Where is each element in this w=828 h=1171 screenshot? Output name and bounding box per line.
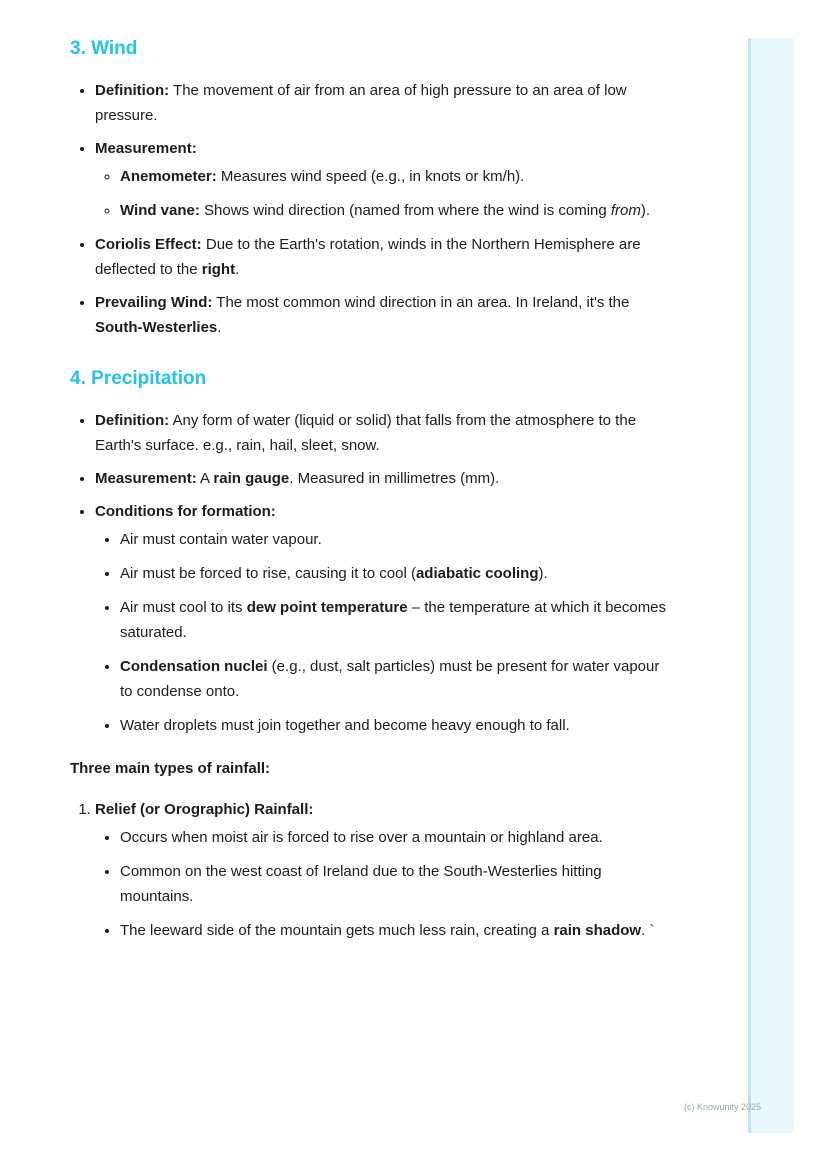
- prevailing-wind-item: • Prevailing Wind: The most common wind direction in an area. In Ireland, it's the South-Westerlies.: [95, 290, 670, 340]
- condition-2: • Air must be forced to rise, causing it to cool (adiabatic cooling).: [120, 561, 670, 586]
- wind-measurement-list: [95, 164, 670, 223]
- conditions-list: [95, 527, 670, 738]
- relief-point-1: • Occurs when moist air is forced to rise over a mountain or highland area.: [120, 825, 670, 850]
- relief-point-3: • The leeward side of the mountain gets much less rain, creating a rain shadow. `: [120, 918, 670, 943]
- margin-strip: [748, 38, 794, 1133]
- rainfall-types-list: [70, 797, 670, 943]
- condition-5: • Water droplets must join together and become heavy enough to fall.: [120, 713, 670, 738]
- condition-1: • Air must contain water vapour.: [120, 527, 670, 552]
- content: [70, 34, 670, 952]
- relief-rainfall-item: 1. Relief (or Orographic) Rainfall: • Occurs when moist air is forced to rise over a mountain or highland area. • Common on the west coast of Ireland due to the South-Westerlies hitting mountains. • The leeward side of the mountain gets much less rain, creating a rain shadow. `: [95, 797, 670, 943]
- precipitation-list: [70, 408, 670, 738]
- wind-list: [70, 78, 670, 340]
- precip-measurement: • Measurement: A rain gauge. Measured in millimetres (mm).: [95, 466, 670, 491]
- wind-heading: 3. Wind: [70, 38, 138, 59]
- precip-conditions: • Conditions for formation: • Air must contain water vapour. • Air must be forced to rise, causing it to cool (adiabatic cooling). • Air must cool to its dew point temperature – the temperature at which it becomes saturated. • Condensation nuclei (e.g., dust, salt particles) must be present for water vapour to condense onto. • Water droplets must join together and become heavy enough to fall.: [95, 499, 670, 738]
- precip-definition: • Definition: Any form of water (liquid or solid) that falls from the atmosphere to the Earth's surface. e.g., rain, hail, sleet, snow.: [95, 408, 670, 458]
- relief-rainfall-points: [95, 825, 670, 943]
- anemometer-item: ◦ Anemometer: Measures wind speed (e.g., in knots or km/h).: [120, 164, 670, 189]
- precipitation-heading: 4. Precipitation: [70, 368, 207, 389]
- relief-point-2: • Common on the west coast of Ireland due to the South-Westerlies hitting mountains.: [120, 859, 670, 909]
- coriolis-item: • Coriolis Effect: Due to the Earth's rotation, winds in the Northern Hemisphere are deflected to the right.: [95, 232, 670, 282]
- footer-copyright: (c) Knowunity 2025: [684, 1102, 762, 1112]
- condition-3: • Air must cool to its dew point temperature – the temperature at which it becomes saturated.: [120, 595, 670, 645]
- wind-definition: • Definition: The movement of air from an area of high pressure to an area of low pressure.: [95, 78, 670, 128]
- rainfall-types-heading: Three main types of rainfall:: [70, 760, 271, 777]
- condition-4: • Condensation nuclei (e.g., dust, salt particles) must be present for water vapour to condense onto.: [120, 654, 670, 704]
- wind-measurement: • Measurement: ◦ Anemometer: Measures wind speed (e.g., in knots or km/h). ◦ Wind vane: Shows wind direction (named from where the wind is coming from).: [95, 136, 670, 223]
- wind-vane-item: ◦ Wind vane: Shows wind direction (named from where the wind is coming from).: [120, 198, 670, 223]
